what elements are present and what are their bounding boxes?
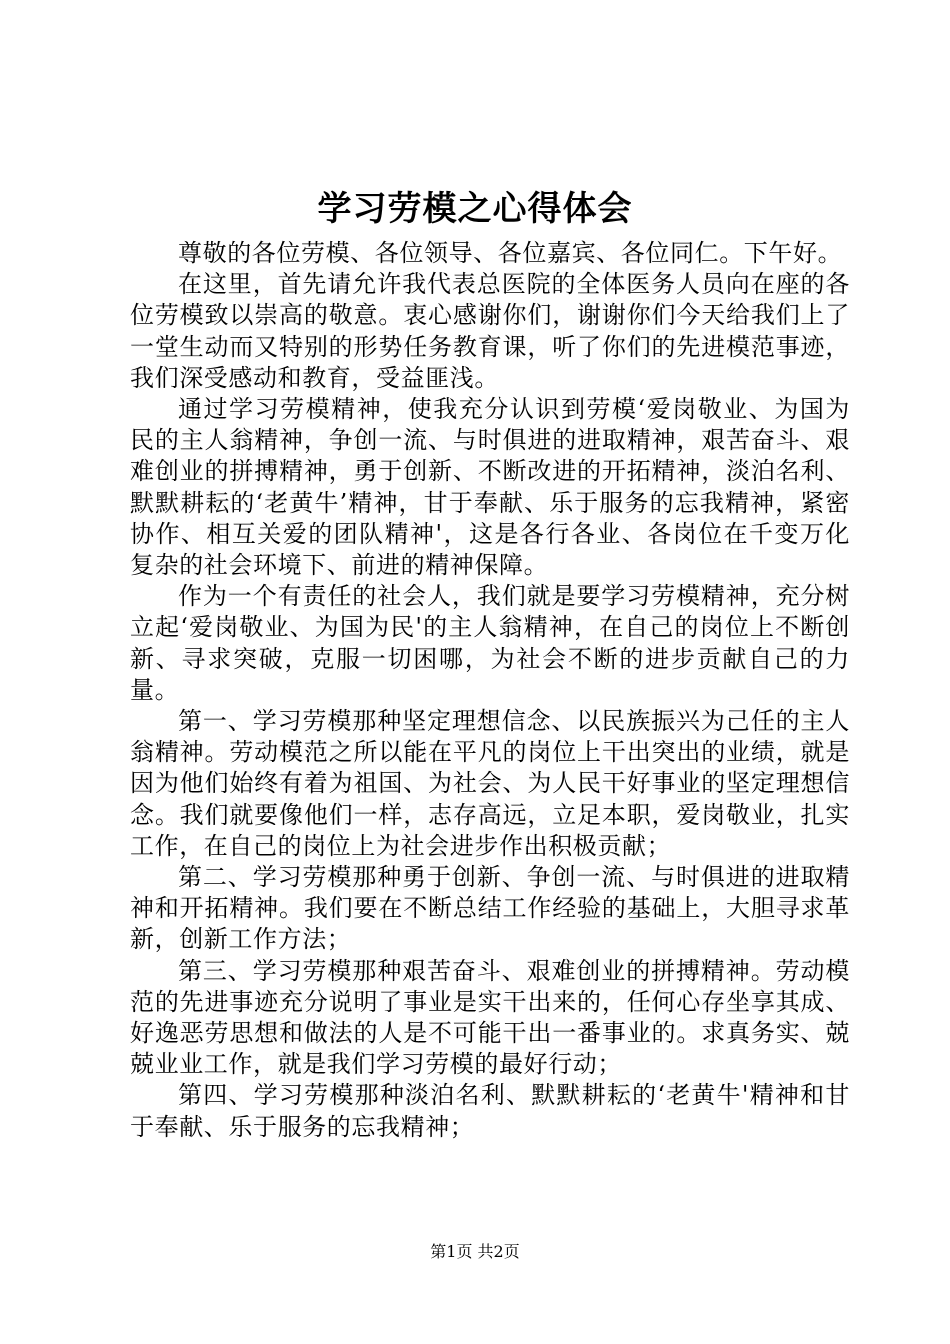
paragraph: 作为一个有责任的社会人，我们就是要学习劳模精神，充分树立起‘爱岗敬业、为国为民'的主人翁精神，在自己的岗位上不断创新、寻求突破，克服一切困哪，为社会不断的进步贡献自己的力量。: [130, 582, 850, 704]
page-number-footer: 第1页 共2页: [430, 1242, 520, 1261]
paragraph: 通过学习劳模精神，使我充分认识到劳模‘爱岗敬业、为国为民的主人翁精神，争创一流、与时俱进的进取精神，艰苦奋斗、艰难创业的拼搏精神，勇于创新、不断改进的开拓精神，淡泊名利、默默耕耘的‘老黄牛’精神，甘于奉献、乐于服务的忘我精神，紧密协作、相互关爱的团队精神'，这是各行各业、各岗位在千变万化复杂的社会环境下、前进的精神保障。: [130, 395, 850, 580]
document-body: [130, 238, 850, 1143]
paragraph: 第一、学习劳模那种坚定理想信念、以民族振兴为己任的主人翁精神。劳动模范之所以能在平凡的岗位上干出突出的业绩，就是因为他们始终有着为祖国、为社会、为人民干好事业的坚定理想信念。我们就要像他们一样，志存高远，立足本职，爱岗敬业，扎实工作，在自己的岗位上为社会进步作出积极贡献；: [130, 707, 850, 860]
paragraph: 第二、学习劳模那种勇于创新、争创一流、与时俱进的进取精神和开拓精神。我们要在不断总结工作经验的基础上，大胆寻求革新，创新工作方法；: [130, 863, 850, 954]
paragraph: 尊敬的各位劳模、各位领导、各位嘉宾、各位同仁。下午好。: [178, 239, 843, 267]
document-title: 学习劳模之心得体会: [317, 189, 633, 229]
paragraph: 在这里，首先请允许我代表总医院的全体医务人员向在座的各位劳模致以崇高的敬意。衷心感谢你们，谢谢你们今天给我们上了一堂生动而又特别的形势任务教育课，听了你们的先进模范事迹，我们深受感动和教育，受益匪浅。: [130, 270, 850, 392]
paragraph: 第三、学习劳模那种艰苦奋斗、艰难创业的拼搏精神。劳动模范的先进事迹充分说明了事业是实干出来的，任何心存坐享其成、好逸恶劳思想和做法的人是不可能干出一番事业的。求真务实、兢兢业业工作，就是我们学习劳模的最好行动；: [130, 956, 850, 1079]
paragraph: 第四、学习劳模那种淡泊名利、默默耕耘的‘老黄牛'精神和甘于奉献、乐于服务的忘我精神；: [130, 1081, 850, 1141]
